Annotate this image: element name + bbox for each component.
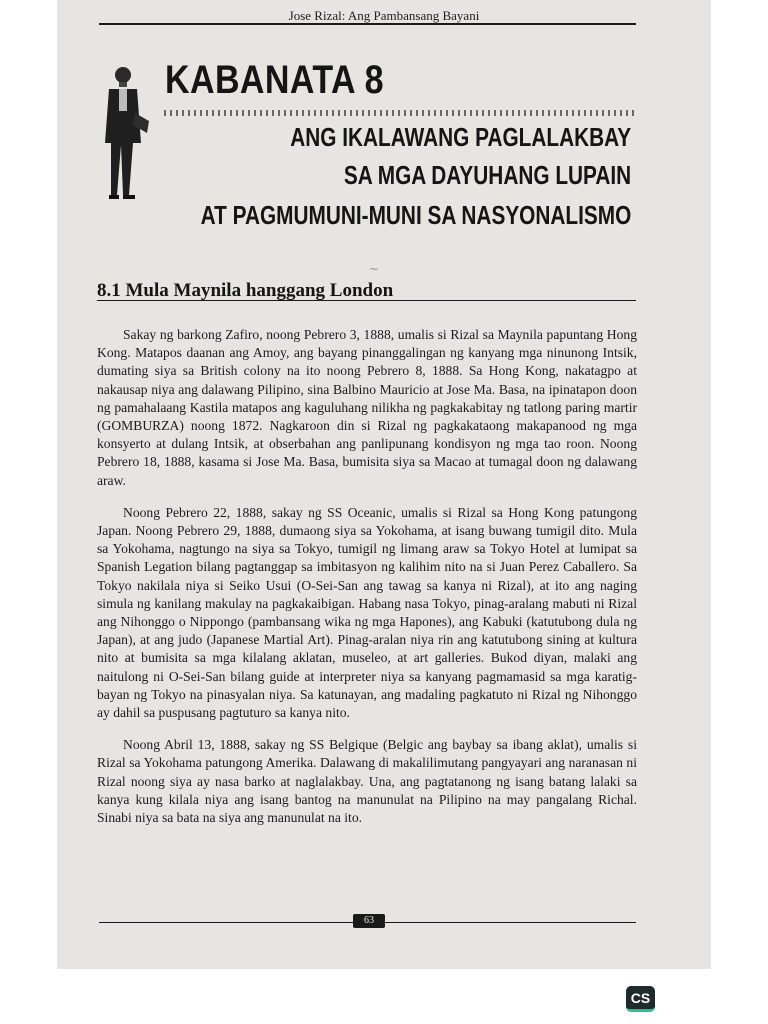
section-rule [97,300,636,301]
paragraph-3: Noong Abril 13, 1888, sakay ng SS Belgique (Belgic ang baybay sa ibang aklat), umalis si Rizal sa Yokohama patungong Amerika. Dalawang di makalilimutang pangyayari ang naranasan ni Rizal noong siya ay nasa barko at naglalakbay. Una, ang pagtatanong ng isang batang lalaki sa kanya kung kilala niya ang isang bantog na manunulat na Pilipino na may pangalang Richal. Sinabi niya sa bata na siya ang manunulat na ito. [97,737,637,826]
header-rule [99,23,636,25]
chapter-title-line-2: SA MGA DAYUHANG LUPAIN [343,160,631,190]
handwritten-annotation: ~ [369,262,380,276]
paragraph-1: Sakay ng barkong Zafiro, noong Pebrero 3, 1888, umalis si Rizal sa Maynila papuntang Hong Kong. Matapos daanan ang Amoy, ang bayang pinanggalingan ng kanyang mga ninunong Intsik, dumating siya sa British colony na ito noong Pebrero 8, 1888. Sa Hong Kong, nakatagpo at nakausap niya ang dalawang Pilipino, sina Balbino Mauricio at Jose Ma. Basa, na ipinatapon doon ng pamahalaang Kastila matapos ang kaguluhang nilikha ng pagkakabitay ng tatlong paring martir (GOMBURZA) noong 1872. Nagkaroon din si Rizal ng pagkakataong makapanood ng mga konsyerto at dulang Intsik, at obserbahan ang panlipunang kondisyon ng mga tao roon. Noong Pebrero 18, 1888, kasama si Jose Ma. Basa, bumisita siya sa Macao at tumagal doon ng dalawang araw. [97,327,637,488]
paragraph-2: Noong Pebrero 22, 1888, sakay ng SS Oceanic, umalis si Rizal sa Hong Kong patungong Japan. Noong Pebrero 29, 1888, dumaong siya sa Yokohama, at isang buwang tumigil dito. Mula sa Yokohama, nagtungo na siya sa Tokyo, tumigil ng limang araw sa Tokyo Hotel at lumipat sa Spanish Legation bilang pagtanggap sa imbitasyon ng kalihim nito na si Juan Perez Caballero. Sa Tokyo nakilala niya si Seiko Usui (O-Sei-San ang tawag sa kanya ni Rizal), at ito ang naging simula ng kanilang makulay na pagkakaibigan. Habang nasa Tokyo, pinag-aralang mabuti ni Rizal ang Nihonggo o Nippongo (pambansang wika ng mga Hapones), ang Kabuki (katutubong dula ng Japan), at ang judo (Japanese Martial Art). Pinag-aralan niya rin ang katutubong sining at kultura nito at bumisita sa mga kilalang aklatan, museleo, at art galleries. Bukod diyan, malaki ang naitulong ni O-Sei-San bilang guide at interpreter niya sa kanyang pagmamasid sa mga karatig-bayan ng Tokyo na pinasyalan niya. Sa katunayan, ang madaling pagkatuto ni Rizal ng Nihonggo ay dahil sa puspusang pagtuturo sa kanya nito. [97,504,637,721]
running-header: Jose Rizal: Ang Pambansang Bayani [288,8,480,23]
camscanner-logo-icon: CS [626,986,655,1012]
section-heading: 8.1 Mula Maynila hanggang London [97,280,394,301]
chapter-title-line-1: ANG IKALAWANG PAGLALAKBAY [290,122,631,152]
scanned-page [57,0,711,969]
body-text [97,326,637,841]
title-ornament [164,110,636,116]
chapter-title: KABANATA 8 [165,58,384,102]
rizal-portrait-figure [99,63,155,203]
page-number: 63 [353,914,385,928]
chapter-title-line-3: AT PAGMUMUNI-MUNI SA NASYONALISMO [200,200,631,230]
